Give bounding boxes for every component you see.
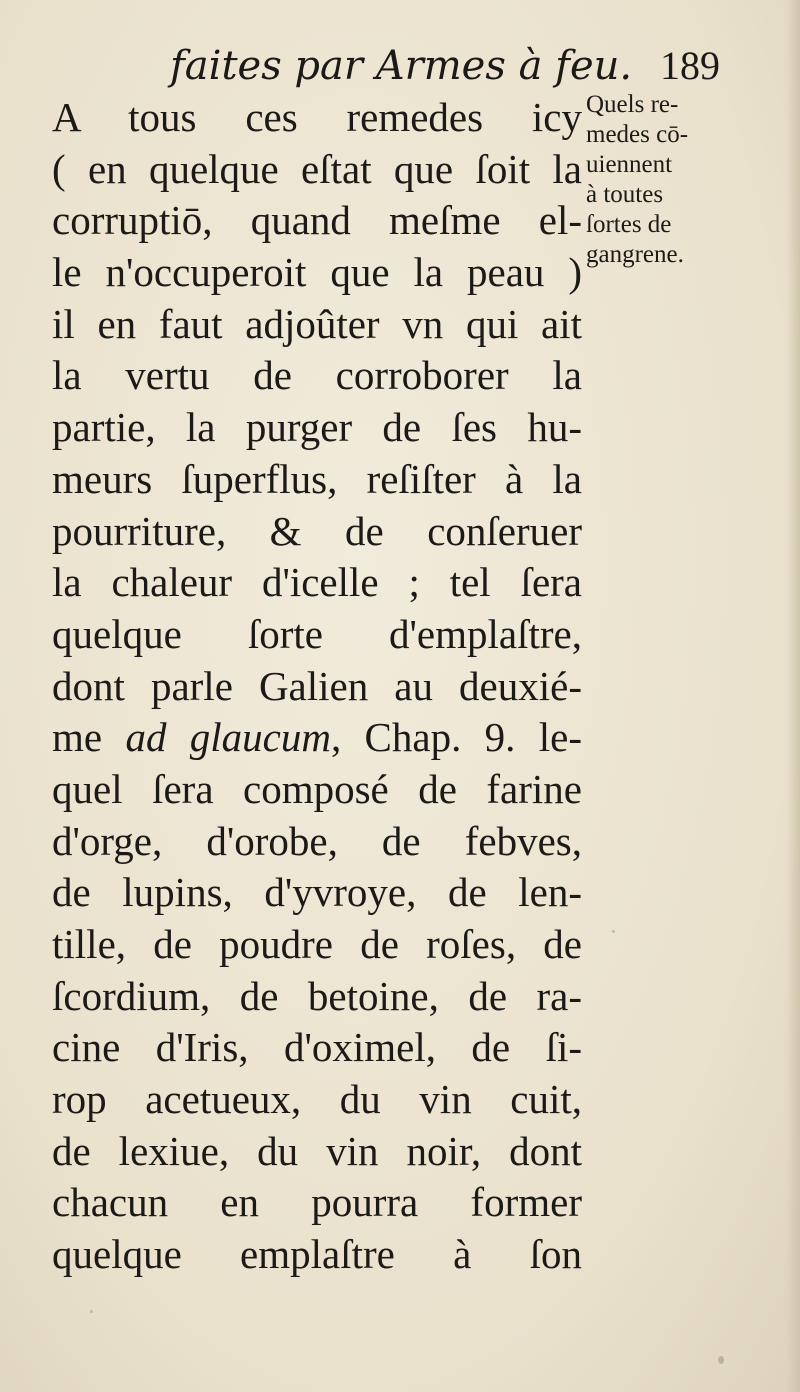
marginal-note-line: gangrene. [586, 241, 684, 268]
text-line: quelque emplaſtre à ſon [52, 1231, 582, 1278]
italic-citation: ad glaucum [125, 714, 331, 761]
marginal-note-line: Quels re- [586, 91, 679, 118]
paper-speck [718, 1356, 724, 1364]
paper-speck [90, 1310, 93, 1313]
marginal-note-line: uiennent [586, 151, 673, 178]
text-fragment: me [52, 714, 103, 761]
running-head: faites par Armes à feu. [170, 43, 633, 89]
marginal-note-line: medes cō- [586, 121, 689, 148]
text-line: ( en quelque eſtat que ſoit la [52, 145, 582, 192]
text-line-mixed [52, 712, 582, 764]
marginal-note-line: ſortes de [586, 211, 672, 238]
marginal-note-line: à toutes [586, 181, 664, 208]
text-line: rop acetueux, du vin cuit, [52, 1076, 582, 1123]
main-text-block [52, 92, 582, 1281]
text-line: pourriture, & de conſeruer [52, 507, 582, 554]
page-number: 189 [660, 43, 720, 88]
text-line: A tous ces remedes icy [52, 94, 582, 140]
text-line: la vertu de corroborer la [52, 352, 582, 399]
text-line: quelque ſorte d'emplaſtre, [52, 610, 582, 657]
text-line: le n'occuperoit que la peau ) [52, 249, 582, 296]
text-line: tille, de poudre de roſes, de [52, 921, 582, 967]
text-line: meurs ſuperflus, reſiſter à la [52, 455, 582, 502]
text-line: corruptiō, quand meſme el- [52, 197, 582, 244]
text-line: partie, la purger de ſes hu- [52, 404, 582, 451]
text-line: de lexiue, du vin noir, dont [52, 1127, 582, 1174]
text-line: il en faut adjoûter vn qui ait [52, 300, 582, 347]
paper-speck [612, 930, 615, 933]
marginal-note [586, 90, 786, 270]
page-edge-shadow [786, 0, 800, 1392]
text-line: la chaleur d'icelle ; tel ſera [52, 559, 582, 606]
text-line: chacun en pourra former [52, 1179, 582, 1226]
text-line: dont parle Galien au deuxié- [52, 662, 582, 709]
text-line: quel ſera composé de farine [52, 765, 582, 812]
text-line: d'orge, d'orobe, de febves, [52, 817, 582, 864]
text-fragment: , Chap. 9. le- [330, 714, 582, 761]
text-line: ſcordium, de betoine, de ra- [52, 972, 582, 1019]
text-line: cine d'Iris, d'oximel, de ſi- [52, 1024, 582, 1071]
text-line: de lupins, d'yvroye, de len- [52, 869, 582, 916]
